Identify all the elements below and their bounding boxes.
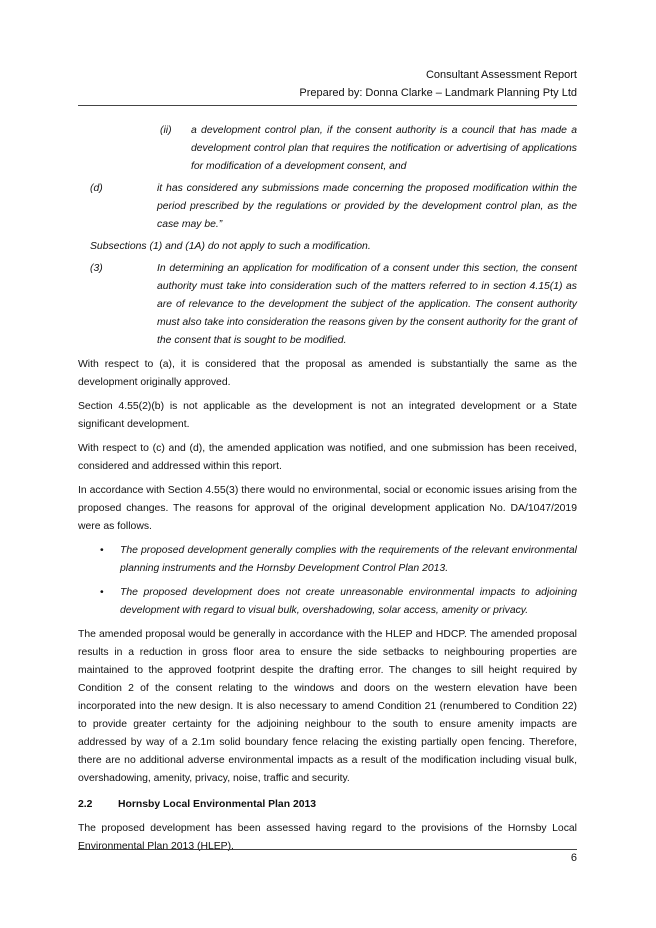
document-body (78, 122, 577, 862)
page-number: 6 (570, 852, 577, 864)
footer-divider (78, 849, 577, 850)
clause-3 (90, 260, 577, 350)
header-prepared-by: Prepared by: Donna Clarke – Landmark Planning Pty Ltd (299, 87, 577, 99)
paragraph: With respect to (a), it is considered that the proposal as amended is substantially the same as the development originally approved. (78, 359, 577, 388)
reasons-list (78, 542, 577, 620)
page-header (78, 66, 577, 102)
list-item-text: The proposed development generally complies with the requirements of the relevant environmental planning instruments and the Hornsby Development Control Plan 2013. (120, 545, 577, 574)
paragraph: With respect to (c) and (d), the amended application was notified, and one submission has been received, considered and addressed within this report. (78, 443, 577, 472)
bullet-icon: • (100, 587, 104, 598)
paragraph: In accordance with Section 4.55(3) there would no environmental, social or economic issues arising from the proposed changes. The reasons for approval of the original development application No. DA/1047/2019 were as follows. (78, 485, 577, 532)
section-number: 2.2 (78, 799, 93, 810)
list-item (78, 584, 577, 620)
clause-ii (160, 122, 577, 176)
clause-text: a development control plan, if the consent authority is a council that has made a development control plan that requires the notification or advertising of applications for modification of a development consent, and (191, 125, 577, 172)
clause-label: (3) (90, 263, 103, 274)
bullet-icon: • (100, 545, 104, 556)
clause-text: it has considered any submissions made concerning the proposed modification within the period prescribed by the regulations or provided by the development control plan, as the case may be.” (157, 183, 577, 230)
clause-label: (ii) (160, 125, 172, 136)
clause-text: In determining an application for modification of a consent under this section, the consent authority must take into consideration such of the matters referred to in section 4.15(1) as are of relevance to the development the subject of the application. The consent authority must also take into consideration the reasons given by the consent authority for the grant of the consent that is sought to be modified. (157, 263, 577, 346)
header-divider (78, 105, 577, 106)
section-heading (78, 796, 577, 814)
paragraph: The amended proposal would be generally in accordance with the HLEP and HDCP. The amended proposal results in a reduction in gross floor area to ensure the side setbacks to neighbouring properties are maintained to the approved footprint despite the drafting error. The changes to sill height required by Condition 2 of the consent relating to the windows and doors on the western elevation have been incorporated into the new design. It is also necessary to amend Condition 21 (renumbered to Condition 22) to provide greater certainty for the adjoining neighbour to the south to ensure amenity impacts are addressed by way of a 2.1m solid boundary fence relacing the existing partially open fencing. Therefore, there are no additional adverse environmental impacts as a result of the modification including visual bulk, overshadowing, amenity, privacy, noise, traffic and security. (78, 629, 577, 784)
paragraph: Section 4.55(2)(b) is not applicable as the development is not an integrated development or a State significant development. (78, 401, 577, 430)
header-report-title: Consultant Assessment Report (425, 69, 577, 81)
list-item (78, 542, 577, 578)
list-item-text: The proposed development does not create unreasonable environmental impacts to adjoining development with regard to visual bulk, overshadowing, solar access, amenity or privacy. (120, 587, 577, 616)
section-title: Hornsby Local Environmental Plan 2013 (118, 799, 317, 810)
clause-d (90, 180, 577, 234)
clause-label: (d) (90, 183, 103, 194)
paragraph: The proposed development has been assessed having regard to the provisions of the Hornsby Local Environmental Plan 2013 (HLEP). (78, 823, 577, 852)
subsections-note: Subsections (1) and (1A) do not apply to such a modification. (90, 241, 371, 252)
